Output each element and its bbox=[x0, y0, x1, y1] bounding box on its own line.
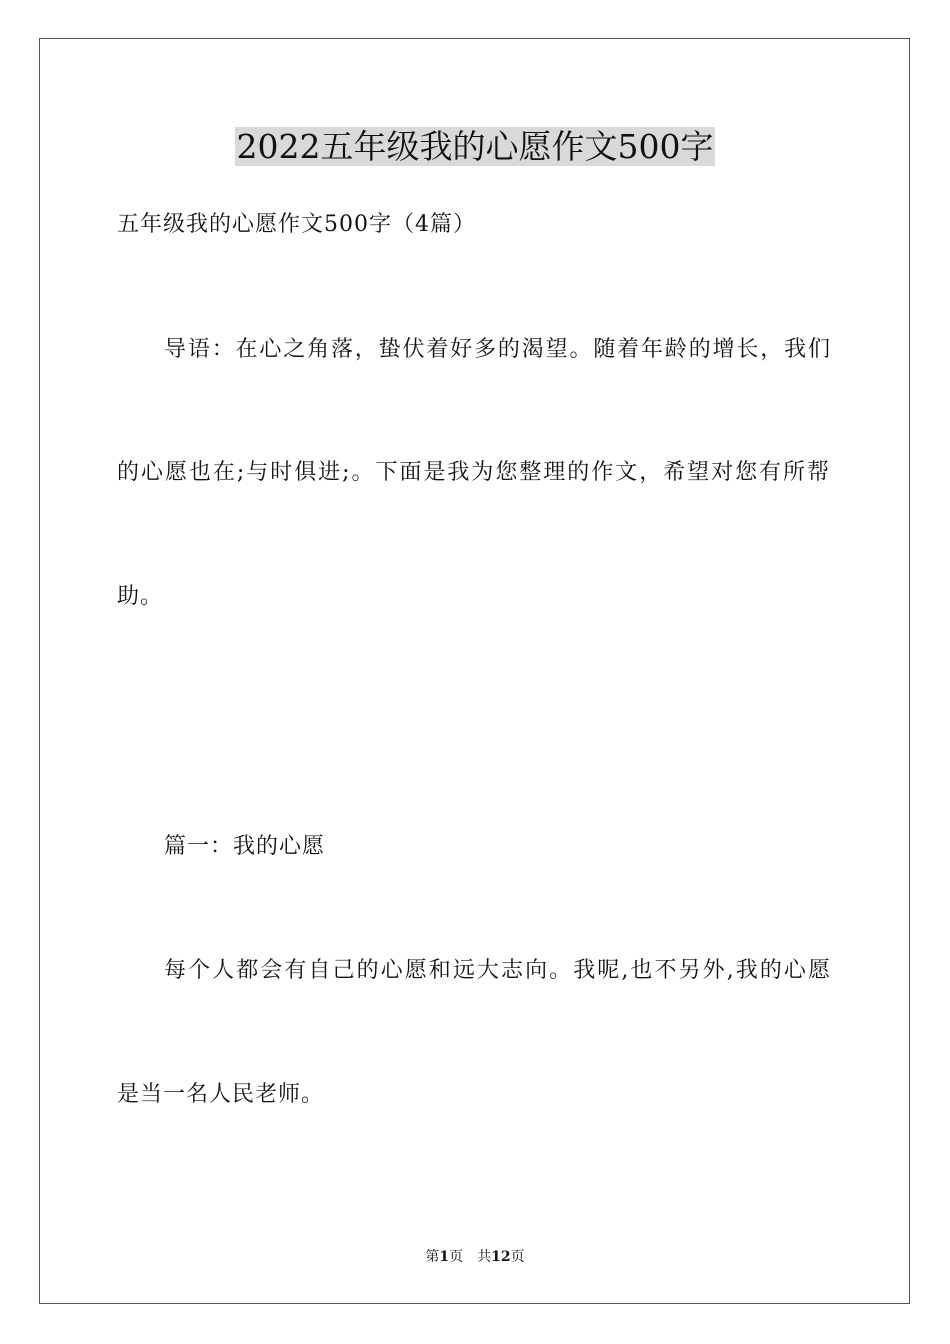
section-heading: 篇一：我的心愿 bbox=[164, 834, 326, 859]
footer-page-current: 1 bbox=[439, 1249, 450, 1265]
document-title-text: 2022五年级我的心愿作文500字 bbox=[236, 127, 714, 166]
page-footer bbox=[0, 1247, 950, 1267]
footer-total-prefix: 共 bbox=[477, 1249, 492, 1265]
body-line-2: 是当一名人民老师。 bbox=[117, 1082, 325, 1107]
footer-total-unit: 页 bbox=[510, 1249, 525, 1265]
footer-page-unit: 页 bbox=[449, 1249, 464, 1265]
document-subtitle: 五年级我的心愿作文500字（4篇） bbox=[117, 212, 476, 237]
intro-line-1: 导语：在心之角落，蛰伏着好多的渴望。随着年龄的增长，我们 bbox=[164, 337, 831, 362]
footer-page-prefix: 第 bbox=[425, 1249, 440, 1265]
document-title bbox=[0, 125, 950, 169]
intro-line-3: 助。 bbox=[117, 584, 164, 609]
body-line-1: 每个人都会有自己的心愿和远大志向。我呢,也不另外,我的心愿 bbox=[164, 958, 831, 983]
intro-line-2: 的心愿也在;与时俱进;。下面是我为您整理的作文，希望对您有所帮 bbox=[117, 460, 830, 485]
footer-page-total: 12 bbox=[491, 1249, 511, 1265]
